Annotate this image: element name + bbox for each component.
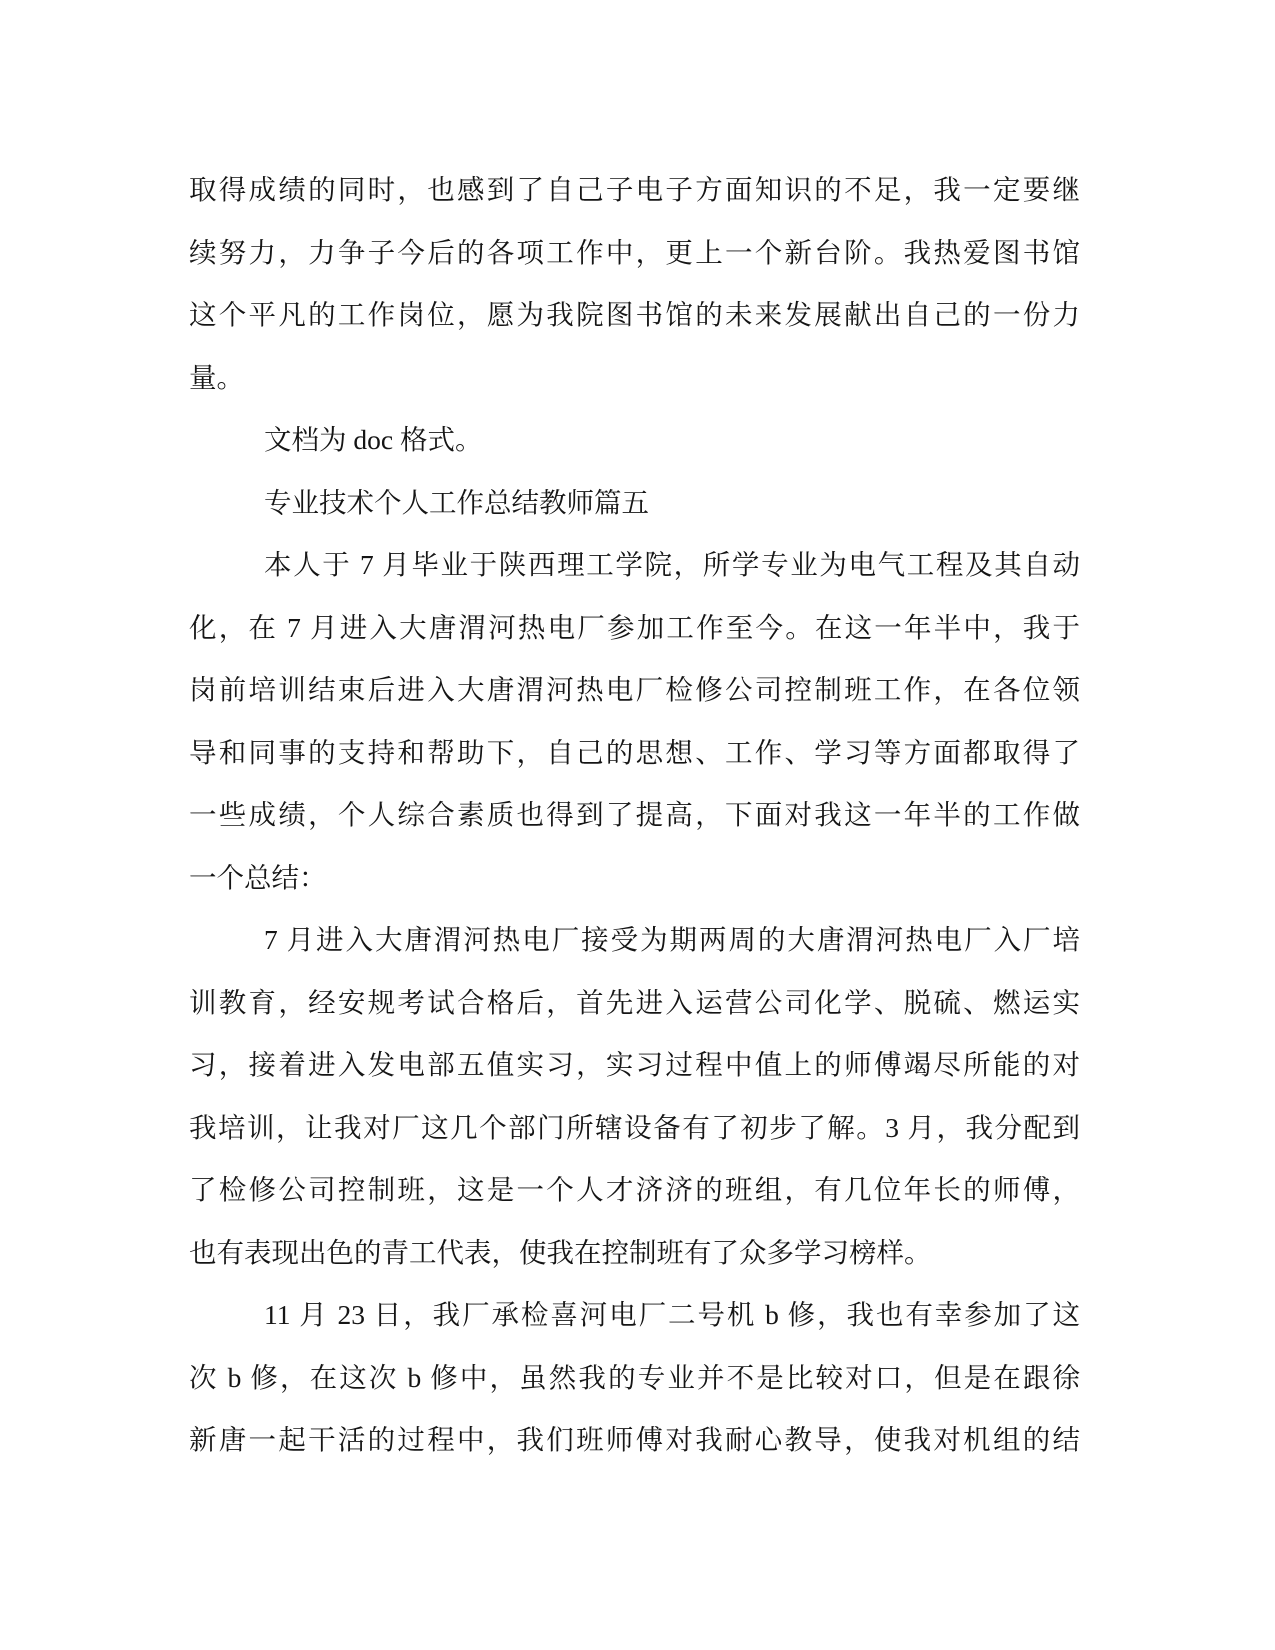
text-line: 了检修公司控制班，这是一个人才济济的班组，有几位年长的师傅，: [189, 1174, 1080, 1205]
text-line: 一些成绩，个人综合素质也得到了提高，下面对我这一年半的工作做: [189, 799, 1080, 830]
text-line: 专业技术个人工作总结教师篇五: [264, 486, 649, 518]
paragraph: [189, 1284, 1080, 1472]
text-line: 这个平凡的工作岗位，愿为我院图书馆的未来发展献出自己的一份力: [189, 299, 1080, 330]
text-line: 次 b 修，在这次 b 修中，虽然我的专业并不是比较对口，但是在跟徐: [189, 1361, 1080, 1393]
text-line: 文档为 doc 格式。: [264, 424, 483, 455]
paragraph: [189, 409, 1080, 472]
text-line: 我培训，让我对厂这几个部门所辖设备有了初步了解。3 月，我分配到: [189, 1111, 1080, 1143]
text-line: 取得成绩的同时，也感到了自己子电子方面知识的不足，我一定要继: [189, 174, 1080, 205]
text-line: 7 月进入大唐渭河热电厂接受为期两周的大唐渭河热电厂入厂培: [264, 924, 1080, 955]
document-text: [189, 159, 1080, 1472]
text-line: 训教育，经安规考试合格后，首先进入运营公司化学、脱硫、燃运实: [189, 986, 1080, 1018]
text-line: 量。: [189, 361, 244, 393]
paragraph: [189, 159, 1080, 409]
text-line: 岗前培训结束后进入大唐渭河热电厂检修公司控制班工作，在各位领: [189, 674, 1080, 705]
paragraph: [189, 472, 1080, 535]
text-line: 导和同事的支持和帮助下，自己的思想、工作、学习等方面都取得了: [189, 736, 1080, 768]
text-line: 11 月 23 日，我厂承检喜河电厂二号机 b 修，我也有幸参加了这: [264, 1299, 1080, 1330]
text-line: 新唐一起干活的过程中，我们班师傅对我耐心教导，使我对机组的结: [189, 1424, 1080, 1455]
paragraph: [189, 909, 1080, 1284]
paragraph: [189, 534, 1080, 909]
text-line: 本人于 7 月毕业于陕西理工学院，所学专业为电气工程及其自动: [264, 549, 1080, 580]
text-line: 化，在 7 月进入大唐渭河热电厂参加工作至今。在这一年半中，我于: [189, 611, 1080, 643]
text-line: 也有表现出色的青工代表，使我在控制班有了众多学习榜样。: [189, 1236, 932, 1268]
text-line: 续努力，力争子今后的各项工作中，更上一个新台阶。我热爱图书馆: [189, 236, 1080, 268]
text-line: 习，接着进入发电部五值实习，实习过程中值上的师傅竭尽所能的对: [189, 1049, 1080, 1080]
text-line: 一个总结：: [189, 861, 327, 893]
